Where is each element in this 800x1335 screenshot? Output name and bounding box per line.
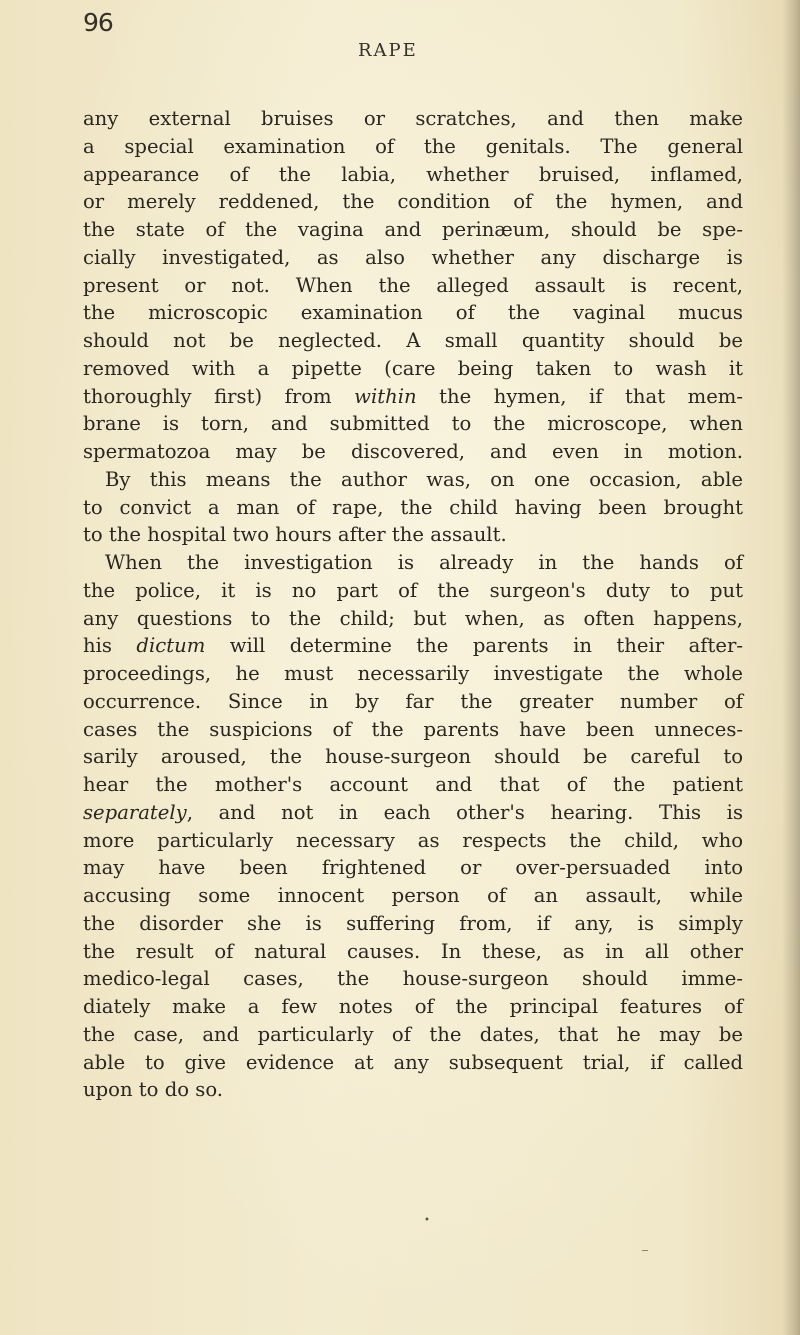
stray-mark: • — [424, 1215, 430, 1226]
text-line: the state of the vagina and perinæum, should be spe- — [83, 218, 743, 241]
text-line: occurrence. Since in by far the greater number of — [83, 689, 743, 713]
text-segment: thoroughly first) from — [83, 384, 355, 408]
text-line — [83, 632, 743, 660]
italic-word: dictum — [136, 634, 206, 658]
text-line: sarily aroused, the house-surgeon should be careful to — [83, 745, 743, 769]
italic-word: within — [354, 384, 417, 408]
text-line: brane is torn, and submitted to the microscope, when — [83, 412, 743, 436]
text-line: a special examination of the genitals. The general — [83, 134, 743, 158]
text-line: accusing some innocent person of an assault, while — [83, 884, 743, 907]
text-line: removed with a pipette (care being taken to wash it — [83, 356, 743, 380]
text-line: cially investigated, as also whether any discharge is — [83, 245, 743, 269]
running-title: RAPE — [358, 40, 418, 61]
text-line: diately make a few notes of the principal features of — [83, 995, 743, 1018]
page-edge-shadow — [782, 0, 800, 1335]
text-line: to convict a man of rape, the child having been brought — [83, 495, 743, 519]
text-line: or merely reddened, the condition of the hymen, and — [83, 190, 743, 214]
text-line: to the hospital two hours after the assault. — [83, 523, 507, 547]
text-line: the police, it is no part of the surgeon's duty to put — [83, 578, 743, 602]
page-number: 96 — [83, 8, 113, 37]
text-segment: the hymen, if that mem- — [416, 384, 743, 408]
text-line: any external bruises or scratches, and then make — [83, 107, 743, 130]
text-line: appearance of the labia, whether bruised, inflamed, — [83, 162, 743, 186]
text-line: hear the mother's account and that of the patient — [83, 773, 743, 796]
body-text — [83, 105, 743, 1104]
text-line: the case, and particularly of the dates, that he may be — [83, 1022, 743, 1046]
text-line: able to give evidence at any subsequent trial, if called — [83, 1050, 743, 1074]
text-line: the result of natural causes. In these, as in all other — [83, 939, 743, 963]
text-line: medico-legal cases, the house-surgeon should imme- — [83, 967, 743, 991]
text-segment: his — [83, 634, 137, 658]
text-line: proceedings, he must necessarily investigate the whole — [83, 662, 743, 685]
text-line: any questions to the child; but when, as often happens, — [83, 606, 743, 630]
text-line: cases the suspicions of the parents have been unneces- — [83, 717, 743, 741]
text-line: upon to do so. — [83, 1078, 224, 1102]
text-line — [83, 799, 743, 827]
italic-word: separately — [83, 800, 187, 824]
text-segment: , and not in each other's hearing. This is — [186, 800, 743, 824]
text-line: the microscopic examination of the vaginal mucus — [83, 301, 743, 325]
text-line: When the investigation is already in the hands of — [105, 551, 743, 574]
text-line — [83, 383, 743, 411]
text-line: By this means the author was, on one occasion, able — [105, 467, 743, 491]
text-line: should not be neglected. A small quantity should be — [83, 329, 743, 352]
text-line: present or not. When the alleged assault is recent, — [83, 273, 743, 297]
text-line: may have been frightened or over-persuaded into — [83, 856, 743, 880]
text-segment: will determine the parents in their after- — [205, 634, 744, 658]
text-line: spermatozoa may be discovered, and even in motion. — [83, 440, 743, 463]
stray-dash — [642, 1250, 648, 1251]
text-line: the disorder she is suffering from, if any, is simply — [83, 911, 743, 935]
text-line: more particularly necessary as respects the child, who — [83, 828, 743, 852]
